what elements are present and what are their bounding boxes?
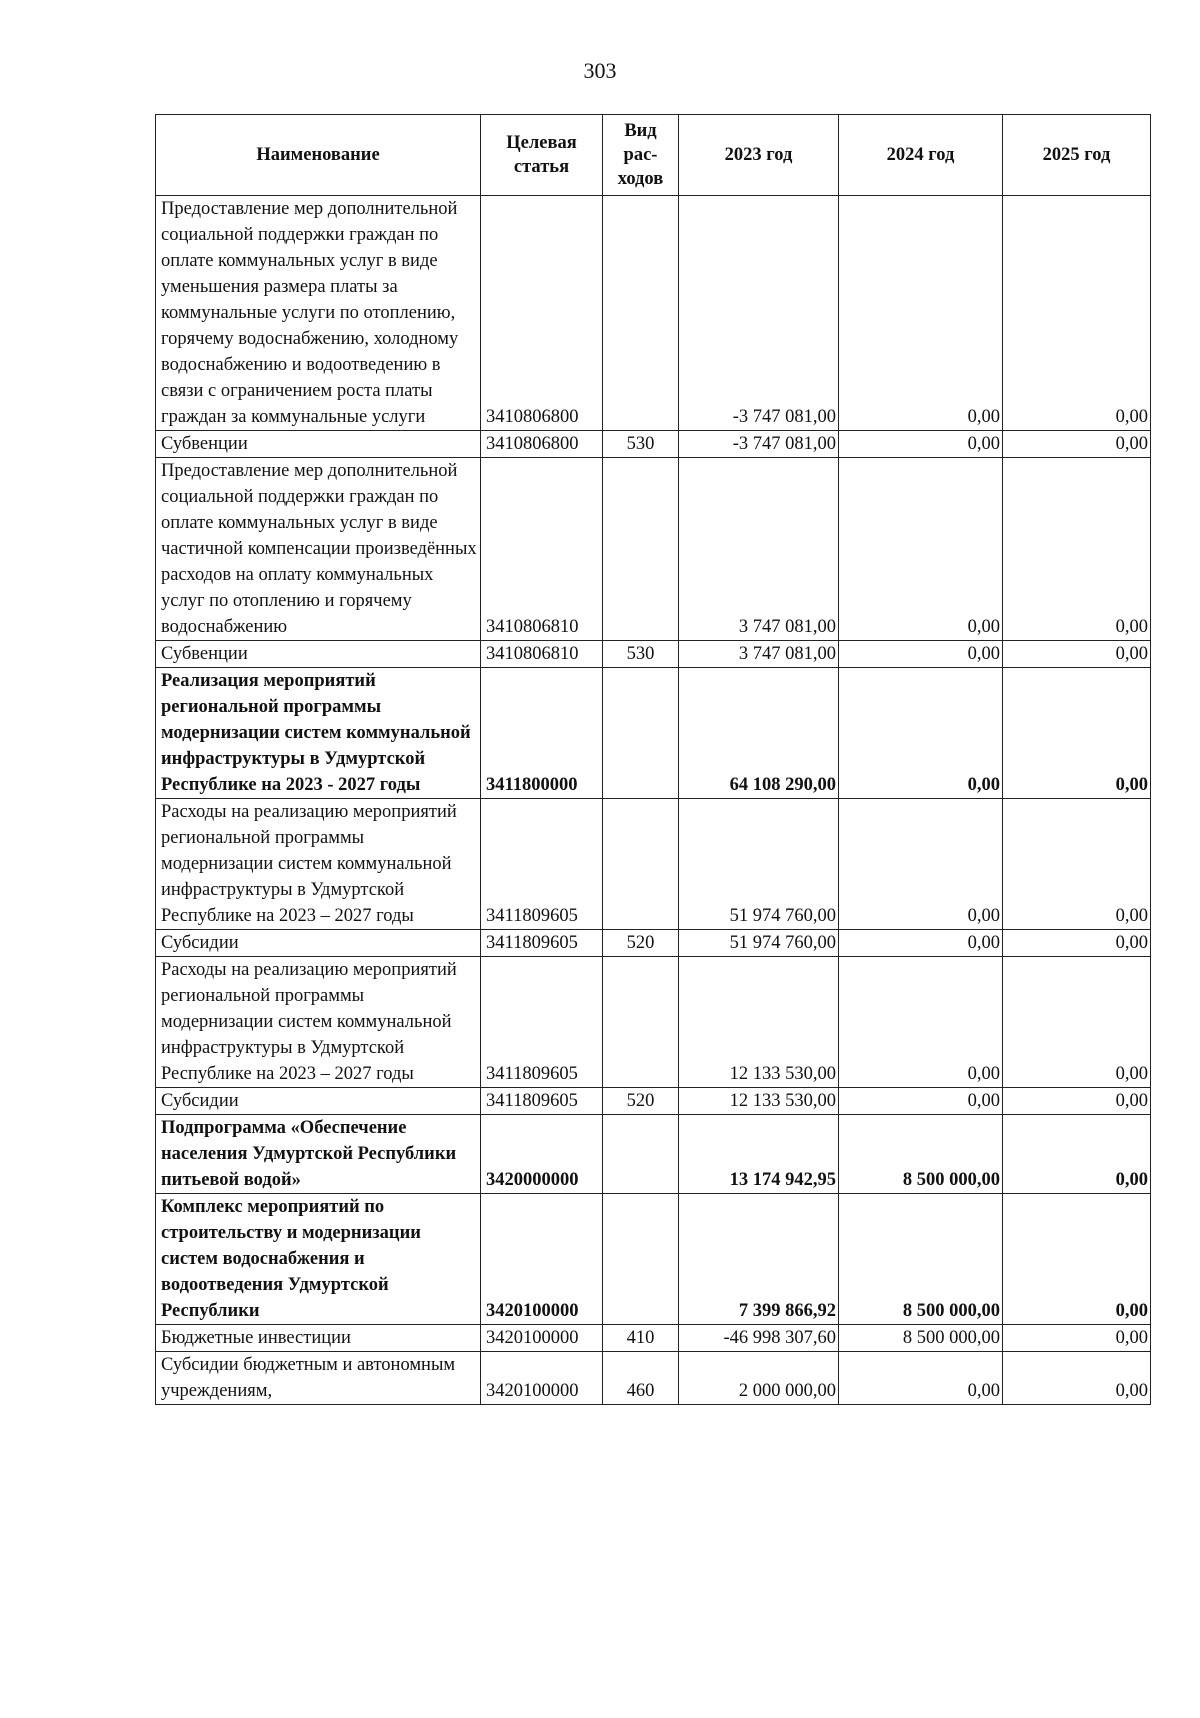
row-2025: 0,00	[1003, 799, 1151, 930]
table-row	[156, 458, 1151, 641]
row-2023: 51 974 760,00	[679, 799, 839, 930]
table-row	[156, 799, 1151, 930]
row-2024: 0,00	[839, 957, 1003, 1088]
row-2025: 0,00	[1003, 196, 1151, 431]
row-2025: 0,00	[1003, 1088, 1151, 1115]
row-code: 3410806800	[481, 196, 603, 431]
row-2024: 0,00	[839, 431, 1003, 458]
row-name: Предоставление мер дополнительной социальной поддержки граждан по оплате коммунальных услуг в виде частичной компенсации произведённых расходов на оплату коммунальных услуг по отоплению и горячему водоснабжению	[156, 458, 481, 641]
table-row	[156, 930, 1151, 957]
row-2024: 0,00	[839, 641, 1003, 668]
table-row	[156, 1088, 1151, 1115]
row-2024: 0,00	[839, 668, 1003, 799]
row-type	[603, 957, 679, 1088]
row-2025: 0,00	[1003, 458, 1151, 641]
row-name: Субсидии бюджетным и автономным учреждениям,	[156, 1352, 481, 1405]
row-2023: 3 747 081,00	[679, 641, 839, 668]
row-code: 3420100000	[481, 1325, 603, 1352]
row-2025: 0,00	[1003, 1325, 1151, 1352]
row-type	[603, 196, 679, 431]
row-name: Расходы на реализацию мероприятий региональной программы модернизации систем коммунальной инфраструктуры в Удмуртской Республике на 2023 – 2027 годы	[156, 957, 481, 1088]
row-name: Бюджетные инвестиции	[156, 1325, 481, 1352]
row-code: 3420100000	[481, 1352, 603, 1405]
row-type: 530	[603, 641, 679, 668]
header-name: Наименование	[156, 115, 481, 196]
row-2023: 13 174 942,95	[679, 1115, 839, 1194]
row-type	[603, 668, 679, 799]
row-2024: 0,00	[839, 1352, 1003, 1405]
header-row	[156, 115, 1151, 196]
header-2024: 2024 год	[839, 115, 1003, 196]
row-2025: 0,00	[1003, 641, 1151, 668]
row-2025: 0,00	[1003, 1352, 1151, 1405]
row-2023: 12 133 530,00	[679, 1088, 839, 1115]
row-name: Субвенции	[156, 431, 481, 458]
row-2024: 0,00	[839, 196, 1003, 431]
row-2024: 8 500 000,00	[839, 1115, 1003, 1194]
row-type: 460	[603, 1352, 679, 1405]
row-type	[603, 1194, 679, 1325]
header-target-article: Целевая статья	[481, 115, 603, 196]
row-type: 410	[603, 1325, 679, 1352]
row-2023: 7 399 866,92	[679, 1194, 839, 1325]
table-row	[156, 957, 1151, 1088]
table-row	[156, 1194, 1151, 1325]
row-name: Субсидии	[156, 930, 481, 957]
row-type: 520	[603, 1088, 679, 1115]
row-code: 3411809605	[481, 799, 603, 930]
row-2025: 0,00	[1003, 1194, 1151, 1325]
row-2024: 0,00	[839, 930, 1003, 957]
row-2023: 51 974 760,00	[679, 930, 839, 957]
row-2025: 0,00	[1003, 930, 1151, 957]
budget-table	[155, 114, 1151, 1405]
table-row	[156, 668, 1151, 799]
row-2023: -3 747 081,00	[679, 196, 839, 431]
table-body	[156, 196, 1151, 1405]
row-2024: 0,00	[839, 1088, 1003, 1115]
header-2023: 2023 год	[679, 115, 839, 196]
table-row	[156, 1352, 1151, 1405]
row-2023: -46 998 307,60	[679, 1325, 839, 1352]
row-2023: 2 000 000,00	[679, 1352, 839, 1405]
row-code: 3410806810	[481, 641, 603, 668]
row-code: 3410806800	[481, 431, 603, 458]
row-type	[603, 458, 679, 641]
table-row	[156, 1325, 1151, 1352]
row-code: 3411809605	[481, 1088, 603, 1115]
row-2023: 3 747 081,00	[679, 458, 839, 641]
row-2024: 0,00	[839, 458, 1003, 641]
row-code: 3410806810	[481, 458, 603, 641]
row-name: Субвенции	[156, 641, 481, 668]
row-2024: 8 500 000,00	[839, 1194, 1003, 1325]
row-type	[603, 799, 679, 930]
row-type: 530	[603, 431, 679, 458]
row-name: Подпрограмма «Обеспечение населения Удмуртской Республики питьевой водой»	[156, 1115, 481, 1194]
row-2023: 12 133 530,00	[679, 957, 839, 1088]
row-2023: -3 747 081,00	[679, 431, 839, 458]
row-name: Субсидии	[156, 1088, 481, 1115]
header-expense-type: Вид рас-ходов	[603, 115, 679, 196]
row-2024: 8 500 000,00	[839, 1325, 1003, 1352]
table-header	[156, 115, 1151, 196]
row-code: 3411809605	[481, 930, 603, 957]
page-number: 303	[583, 58, 617, 83]
row-code: 3411800000	[481, 668, 603, 799]
row-name: Расходы на реализацию мероприятий региональной программы модернизации систем коммунальной инфраструктуры в Удмуртской Республике на 2023 – 2027 годы	[156, 799, 481, 930]
row-code: 3420100000	[481, 1194, 603, 1325]
table-row	[156, 1115, 1151, 1194]
row-2025: 0,00	[1003, 1115, 1151, 1194]
header-2025: 2025 год	[1003, 115, 1151, 196]
row-2025: 0,00	[1003, 957, 1151, 1088]
row-code: 3411809605	[481, 957, 603, 1088]
row-type: 520	[603, 930, 679, 957]
row-type	[603, 1115, 679, 1194]
row-name: Комплекс мероприятий по строительству и модернизации систем водоснабжения и водоотведения Удмуртской Республики	[156, 1194, 481, 1325]
table-row	[156, 196, 1151, 431]
table-row	[156, 641, 1151, 668]
row-name: Предоставление мер дополнительной социальной поддержки граждан по оплате коммунальных услуг в виде уменьшения размера платы за коммунальные услуги по отоплению, горячему водоснабжению, холодному водоснабжению и водоотведению в связи с ограничением роста платы граждан за коммунальные услуги	[156, 196, 481, 431]
row-2025: 0,00	[1003, 431, 1151, 458]
row-2024: 0,00	[839, 799, 1003, 930]
row-2025: 0,00	[1003, 668, 1151, 799]
table-row	[156, 431, 1151, 458]
row-name: Реализация мероприятий региональной программы модернизации систем коммунальной инфраструктуры в Удмуртской Республике на 2023 - 2027 годы	[156, 668, 481, 799]
row-code: 3420000000	[481, 1115, 603, 1194]
row-2023: 64 108 290,00	[679, 668, 839, 799]
